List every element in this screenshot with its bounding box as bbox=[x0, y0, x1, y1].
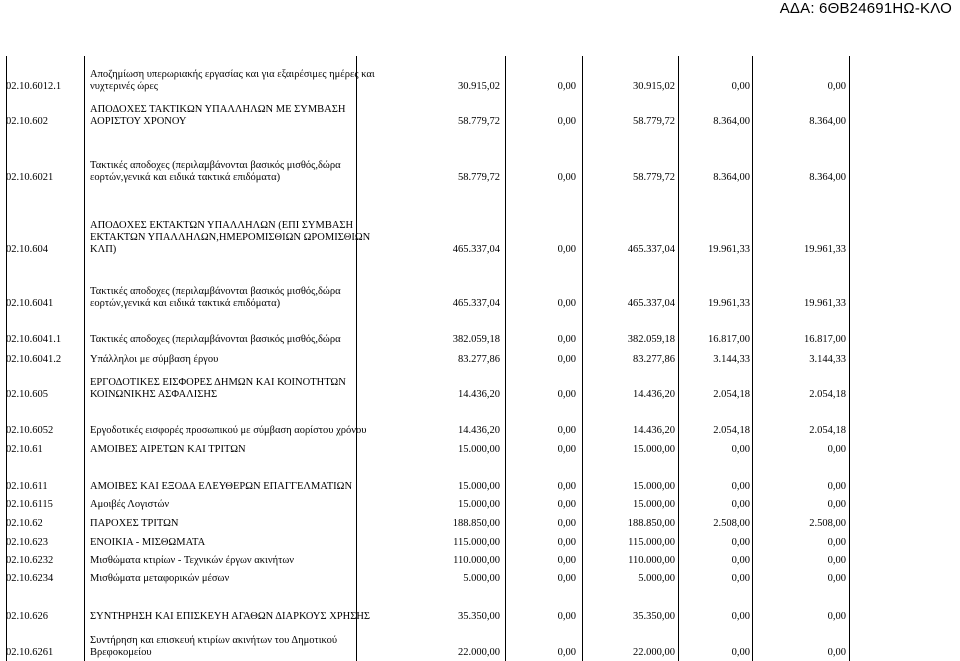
value-col-2: 0,00 bbox=[557, 444, 576, 455]
value-col-2: 0,00 bbox=[557, 334, 576, 345]
value-col-4: 0,00 bbox=[731, 444, 750, 455]
account-description: Αμοιβές Λογιστών bbox=[90, 499, 170, 510]
value-col-2: 0,00 bbox=[557, 354, 576, 365]
account-code: 02.10.6261 bbox=[6, 647, 54, 658]
table-row bbox=[6, 332, 850, 346]
value-col-3: 465.337,04 bbox=[627, 244, 675, 255]
value-col-3: 15.000,00 bbox=[633, 481, 675, 492]
account-code: 02.10.611 bbox=[6, 481, 48, 492]
value-col-2: 0,00 bbox=[557, 537, 576, 548]
account-description: Τακτικές αποδοχες (περιλαμβάνονται βασικός μισθός,δώρα bbox=[90, 334, 341, 345]
value-col-3: 22.000,00 bbox=[633, 647, 675, 658]
value-col-1: 58.779,72 bbox=[458, 172, 500, 183]
account-code: 02.10.62 bbox=[6, 518, 43, 529]
account-code: 02.10.6041.1 bbox=[6, 334, 62, 345]
account-description: Τακτικές αποδοχες (περιλαμβάνονται βασικός μισθός,δώρα εορτών,γενικά και ειδικά τακτικά επιδόματα) bbox=[90, 286, 341, 309]
account-code: 02.10.6041 bbox=[6, 298, 54, 309]
value-col-3: 14.436,20 bbox=[633, 425, 675, 436]
value-col-2: 0,00 bbox=[557, 425, 576, 436]
table-row bbox=[6, 609, 850, 623]
value-col-5: 2.054,18 bbox=[809, 425, 846, 436]
account-description: Μισθώματα κτιρίων - Τεχνικών έργων ακινήτων bbox=[90, 555, 294, 566]
value-col-1: 115.000,00 bbox=[453, 537, 500, 548]
value-col-3: 83.277,86 bbox=[633, 354, 675, 365]
value-col-1: 14.436,20 bbox=[458, 389, 500, 400]
value-col-3: 188.850,00 bbox=[627, 518, 675, 529]
value-col-1: 188.850,00 bbox=[452, 518, 500, 529]
value-col-4: 8.364,00 bbox=[713, 172, 750, 183]
value-col-3: 35.350,00 bbox=[633, 611, 675, 622]
value-col-5: 8.364,00 bbox=[809, 116, 846, 127]
value-col-4: 2.054,18 bbox=[713, 389, 750, 400]
account-description: Τακτικές αποδοχες (περιλαμβάνονται βασικός μισθός,δώρα εορτών,γενικά και ειδικά τακτικά επιδόματα) bbox=[90, 160, 341, 183]
value-col-2: 0,00 bbox=[557, 172, 576, 183]
account-code: 02.10.6234 bbox=[6, 573, 54, 584]
value-col-1: 110.000,00 bbox=[453, 555, 500, 566]
value-col-4: 0,00 bbox=[731, 537, 750, 548]
value-col-4: 8.364,00 bbox=[713, 116, 750, 127]
value-col-3: 5.000,00 bbox=[638, 573, 675, 584]
table-row bbox=[6, 65, 850, 93]
account-code: 02.10.626 bbox=[6, 611, 48, 622]
value-col-1: 465.337,04 bbox=[452, 298, 500, 309]
value-col-2: 0,00 bbox=[557, 116, 576, 127]
value-col-1: 15.000,00 bbox=[458, 444, 500, 455]
account-description: ΑΜΟΙΒΕΣ ΚΑΙ ΕΞΟΔΑ ΕΛΕΥΘΕΡΩΝ ΕΠΑΓΓΕΛΜΑΤΙΩΝ bbox=[90, 481, 353, 492]
account-description: ΕΡΓΟΔΟΤΙΚΕΣ ΕΙΣΦΟΡΕΣ ΔΗΜΩΝ ΚΑΙ ΚΟΙΝΟΤΗΤΩΝ ΚΟΙΝΩΝΙΚΗΣ ΑΣΦΑΛΙΣΗΣ bbox=[90, 377, 346, 400]
value-col-3: 110.000,00 bbox=[628, 555, 675, 566]
value-col-5: 8.364,00 bbox=[809, 172, 846, 183]
value-col-1: 15.000,00 bbox=[458, 499, 500, 510]
value-col-2: 0,00 bbox=[557, 499, 576, 510]
value-col-4: 19.961,33 bbox=[708, 244, 750, 255]
value-col-3: 382.059,18 bbox=[627, 334, 675, 345]
value-col-3: 465.337,04 bbox=[627, 298, 675, 309]
ada-stamp: ΑΔΑ: 6ΘΒ24691ΗΩ-ΚΛΟ bbox=[779, 0, 952, 17]
table-row bbox=[6, 154, 850, 184]
value-col-5: 0,00 bbox=[827, 444, 846, 455]
account-description: ΑΜΟΙΒΕΣ ΑΙΡΕΤΩΝ ΚΑΙ ΤΡΙΤΩΝ bbox=[90, 444, 246, 455]
table-row bbox=[6, 516, 850, 530]
account-code: 02.10.623 bbox=[6, 537, 48, 548]
value-col-1: 83.277,86 bbox=[458, 354, 500, 365]
value-col-4: 0,00 bbox=[731, 81, 750, 92]
value-col-2: 0,00 bbox=[557, 518, 576, 529]
table-row bbox=[6, 373, 850, 401]
account-code: 02.10.6115 bbox=[6, 499, 53, 510]
value-col-2: 0,00 bbox=[557, 298, 576, 309]
value-col-1: 14.436,20 bbox=[458, 425, 500, 436]
account-code: 02.10.604 bbox=[6, 244, 48, 255]
value-col-1: 382.059,18 bbox=[452, 334, 500, 345]
value-col-3: 14.436,20 bbox=[633, 389, 675, 400]
value-col-4: 0,00 bbox=[731, 555, 750, 566]
account-code: 02.10.6012.1 bbox=[6, 81, 62, 92]
value-col-4: 2.054,18 bbox=[713, 425, 750, 436]
account-code: 02.10.6232 bbox=[6, 555, 54, 566]
value-col-4: 0,00 bbox=[731, 573, 750, 584]
account-code: 02.10.6041.2 bbox=[6, 354, 62, 365]
value-col-1: 22.000,00 bbox=[458, 647, 500, 658]
account-description: ΑΠΟΔΟΧΕΣ ΕΚΤΑΚΤΩΝ ΥΠΑΛΛΗΛΩΝ (ΕΠΙ ΣΥΜΒΑΣΗ ΕΚΤΑΚΤΩΝ ΥΠΑΛΛΗΛΩΝ,ΗΜΕΡΟΜΙΣΘΙΩΝ ΩΡΟΜΙΣΘΙΩΝ ΚΛΠ) bbox=[90, 220, 371, 255]
value-col-1: 35.350,00 bbox=[458, 611, 500, 622]
table-row bbox=[6, 535, 850, 549]
value-col-4: 0,00 bbox=[731, 481, 750, 492]
value-col-5: 16.817,00 bbox=[804, 334, 846, 345]
value-col-2: 0,00 bbox=[557, 611, 576, 622]
account-description: Συντήρηση και επισκευή κτιρίων ακινήτων του Δημοτικού Βρεφοκομείου bbox=[90, 635, 338, 658]
account-description: Μισθώματα μεταφορικών μέσων bbox=[90, 573, 230, 584]
value-col-3: 15.000,00 bbox=[633, 444, 675, 455]
value-col-2: 0,00 bbox=[557, 573, 576, 584]
value-col-5: 0,00 bbox=[827, 647, 846, 658]
account-description: ΕΝΟΙΚΙΑ - ΜΙΣΘΩΜΑΤΑ bbox=[90, 537, 206, 548]
value-col-5: 0,00 bbox=[827, 573, 846, 584]
value-col-2: 0,00 bbox=[557, 481, 576, 492]
value-col-5: 2.054,18 bbox=[809, 389, 846, 400]
table-row bbox=[6, 100, 850, 128]
table-row bbox=[6, 216, 850, 256]
account-description: ΠΑΡΟΧΕΣ ΤΡΙΤΩΝ bbox=[90, 518, 179, 529]
value-col-1: 465.337,04 bbox=[452, 244, 500, 255]
value-col-3: 15.000,00 bbox=[633, 499, 675, 510]
value-col-1: 15.000,00 bbox=[458, 481, 500, 492]
table-row bbox=[6, 497, 850, 511]
value-col-4: 16.817,00 bbox=[708, 334, 750, 345]
value-col-5: 2.508,00 bbox=[809, 518, 846, 529]
account-code: 02.10.61 bbox=[6, 444, 43, 455]
value-col-5: 0,00 bbox=[827, 555, 846, 566]
value-col-5: 0,00 bbox=[827, 537, 846, 548]
value-col-4: 0,00 bbox=[731, 647, 750, 658]
table-row bbox=[6, 282, 850, 310]
account-code: 02.10.605 bbox=[6, 389, 48, 400]
value-col-5: 3.144,33 bbox=[809, 354, 846, 365]
value-col-2: 0,00 bbox=[557, 81, 576, 92]
value-col-3: 58.779,72 bbox=[633, 172, 675, 183]
table-row bbox=[6, 553, 850, 567]
value-col-5: 19.961,33 bbox=[804, 298, 846, 309]
account-description: Υπάλληλοι με σύμβαση έργου bbox=[90, 354, 219, 365]
value-col-3: 115.000,00 bbox=[628, 537, 675, 548]
table-row bbox=[6, 571, 850, 585]
table-row bbox=[6, 423, 850, 437]
value-col-2: 0,00 bbox=[557, 555, 576, 566]
table-row bbox=[6, 631, 850, 659]
value-col-4: 3.144,33 bbox=[713, 354, 750, 365]
account-code: 02.10.6021 bbox=[6, 172, 54, 183]
value-col-4: 0,00 bbox=[731, 611, 750, 622]
account-description: Εργοδοτικές εισφορές προσωπικού με σύμβαση αορίστου χρόνου bbox=[90, 425, 367, 436]
value-col-5: 0,00 bbox=[827, 611, 846, 622]
account-description: ΑΠΟΔΟΧΕΣ ΤΑΚΤΙΚΩΝ ΥΠΑΛΛΗΛΩΝ ΜΕ ΣΥΜΒΑΣΗ ΑΟΡΙΣΤΟΥ ΧΡΟΝΟΥ bbox=[90, 104, 346, 127]
value-col-1: 30.915,02 bbox=[458, 81, 500, 92]
value-col-1: 5.000,00 bbox=[463, 573, 500, 584]
value-col-5: 0,00 bbox=[827, 499, 846, 510]
value-col-4: 2.508,00 bbox=[713, 518, 750, 529]
account-code: 02.10.602 bbox=[6, 116, 48, 127]
value-col-2: 0,00 bbox=[557, 647, 576, 658]
table-row bbox=[6, 442, 850, 456]
account-description: ΣΥΝΤΗΡΗΣΗ ΚΑΙ ΕΠΙΣΚΕΥΗ ΑΓΑΘΩΝ ΔΙΑΡΚΟΥΣ ΧΡΗΣΗΣ bbox=[90, 611, 371, 622]
value-col-2: 0,00 bbox=[557, 389, 576, 400]
account-code: 02.10.6052 bbox=[6, 425, 54, 436]
value-col-4: 0,00 bbox=[731, 499, 750, 510]
value-col-1: 58.779,72 bbox=[458, 116, 500, 127]
value-col-5: 19.961,33 bbox=[804, 244, 846, 255]
table-row bbox=[6, 479, 850, 493]
value-col-5: 0,00 bbox=[827, 81, 846, 92]
account-description: Αποζημίωση υπερωριακής εργασίας και για εξαιρέσιμες ημέρες και νυχτερινές ώρες bbox=[90, 69, 375, 92]
value-col-3: 58.779,72 bbox=[633, 116, 675, 127]
value-col-2: 0,00 bbox=[557, 244, 576, 255]
value-col-5: 0,00 bbox=[827, 481, 846, 492]
value-col-3: 30.915,02 bbox=[633, 81, 675, 92]
table-row bbox=[6, 352, 850, 366]
value-col-4: 19.961,33 bbox=[708, 298, 750, 309]
